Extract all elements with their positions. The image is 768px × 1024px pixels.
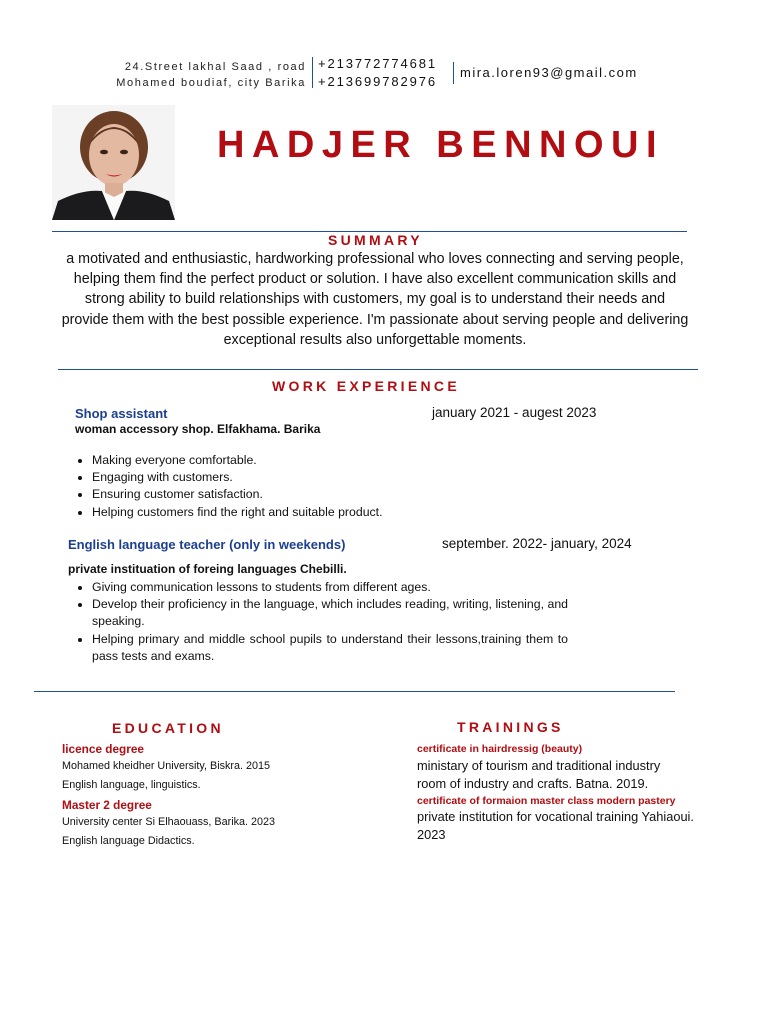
job-dates: september. 2022- january, 2024 [442,536,632,551]
education-institution: Mohamed kheidher University, Biskra. 2015 [62,760,271,772]
education-field: English language Didactics. [62,835,195,847]
job-organization: woman accessory shop. Elfakhama. Barika [75,422,321,436]
education-institution: University center Si Elhaouass, Barika. 2023 [62,816,276,828]
education-degree: licence degree [62,742,144,756]
education-heading: EDUCATION [112,720,224,736]
address-block [116,59,306,91]
section-rule [34,691,675,692]
job-duties [75,579,568,665]
training-certificate: certificate in hairdressig (beauty) [417,743,583,755]
list-item: • Giving communication lessons to students from different ages. [92,579,568,596]
phone-1: +213772774681 [318,56,438,71]
list-item: • Helping primary and middle school pupils to understand their lessons,training them to pass tests and exams. [92,631,568,665]
training-location: room of industry and crafts. Batna. 2019. [417,775,649,791]
address-line-2: Mohamed boudiaf, city Barika [116,77,306,89]
section-rule [58,369,698,370]
education-degree: Master 2 degree [62,798,152,812]
summary-text: a motivated and enthusiastic, hardworking professional who loves connecting and serving people, helping them find the perfect product or solution. I have also excellent communication skills and strong ability to build relationships with customers, my goal is to understand their needs and provide them with the best possible experience. I'm passionate about serving people and delivering exceptional results also unforgettable moments. [61,251,689,348]
training-provider: ministary of tourism and traditional industry [417,758,661,773]
candidate-name: HADJER BENNOUI [217,124,665,166]
job-title: English language teacher (only in weekends) [68,537,346,552]
training-details [417,757,737,792]
list-item: • Helping customers find the right and suitable product. [92,504,545,521]
education-field: English language, linguistics. [62,779,201,791]
job-dates: january 2021 - augest 2023 [432,405,597,420]
job-duties [75,452,545,521]
trainings-heading: TRAININGS [457,719,564,735]
list-item: • Engaging with customers. [92,469,545,486]
list-item: • Develop their proficiency in the language, which includes reading, writing, listening, and speaking. [92,596,568,630]
job-title: Shop assistant [75,406,168,421]
list-item: • Making everyone comfortable. [92,452,545,469]
phone-2: +213699782976 [318,74,438,89]
training-certificate: certificate of formaion master class modern pastery [417,795,676,807]
email: mira.loren93@gmail.com [460,65,638,80]
phone-block [318,55,437,91]
work-experience-heading: WORK EXPERIENCE [272,378,460,394]
divider [453,62,454,84]
list-item: • Ensuring customer satisfaction. [92,486,545,503]
divider [312,57,313,88]
profile-photo [52,105,175,220]
training-provider: private institution for vocational training Yahiaoui. [417,809,694,824]
job-organization: private instituation of foreing languages Chebilli. [68,562,347,576]
training-year: 2023 [417,826,446,842]
summary-heading: SUMMARY [328,232,423,248]
training-details [417,808,747,843]
address-line-1: 24.Street lakhal Saad , road [124,61,306,73]
portrait-image [52,105,175,220]
